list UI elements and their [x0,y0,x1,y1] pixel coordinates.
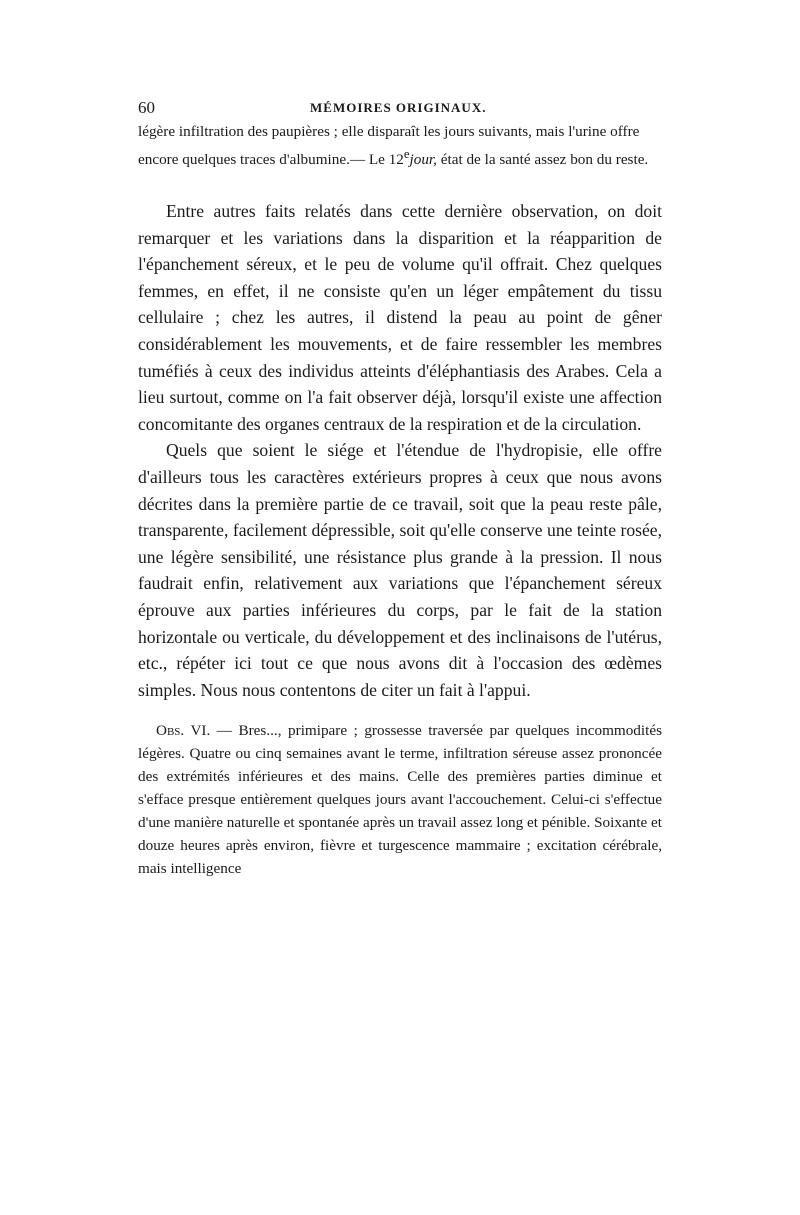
observation-label: Obs. VI. [156,722,211,740]
document-page [138,96,662,880]
continuation-text [138,120,662,171]
body-paragraph-2: Quels que soient le siége et l'étendue de l'hydropisie, elle offre d'ailleurs tous les caractères extérieurs propres à ceux que nous avons décrites dans la première partie de ce travail, soit que la peau reste pâle, transparente, facilement dépressible, soit qu'elle conserve une teinte rosée, une légère sensibilité, une résistance plus grande à la pression. Il nous faudrait enfin, relativement aux variations que l'épanchement séreux éprouve aux parties inférieures du corps, par le fait de la station horizontale ou verticale, du développement et des inclinaisons de l'utérus, etc., répéter ici tout ce que nous avons dit à l'occasion des œdèmes simples. Nous nous contentons de citer un fait à l'appui. [138,440,662,700]
body-text [138,198,662,703]
running-title: MÉMOIRES ORIGINAUX. [310,100,487,115]
observation-block [138,719,662,880]
continuation-italic: jour, [409,151,437,169]
page-number: 60 [138,98,155,117]
continuation-paragraph [138,120,662,171]
observation-text: — Bres..., primipare ; grossesse traversée par quelques incommodités légères. Quatre ou cinq semaines avant le terme, infiltration séreuse assez prononcée des extrémités inférieures et des mains. Celle des premières parties diminue et s'efface presque entièrement quelques jours avant l'accouchement. Celui-ci s'effectue d'une manière naturelle et spontanée après un travail assez long et pénible. Soixante et douze heures après environ, fièvre et turgescence mammaire ; excitation cérébrale, mais intelligence [138,722,662,878]
continuation-text-after: état de la santé assez bon du reste. [436,151,649,169]
continuation-text-before: légère infiltration des paupières ; elle disparaît les jours suivants, mais l'urine offre encore quelques traces d'albumine.— Le 12 [138,123,640,169]
observation-paragraph [138,719,662,880]
running-header [138,96,662,120]
ordinal-superscript: e [403,147,410,161]
body-paragraph-1: Entre autres faits relatés dans cette dernière observation, on doit remarquer et les variations dans la disparition et la réapparition de l'épanchement séreux, et le peu de volume qu'il offrait. Chez quelques femmes, en effet, il ne consiste qu'en un léger empâtement du tissu cellulaire ; chez les autres, il distend la peau au point de gêner considérablement les mouvements, et de faire ressembler les membres tuméfiés à ceux des individus atteints d'éléphantiasis des Arabes. Cela a lieu surtout, comme on l'a fait observer déjà, lorsqu'il existe une affection concomitante des organes centraux de la respiration et de la circulation. [138,201,662,434]
